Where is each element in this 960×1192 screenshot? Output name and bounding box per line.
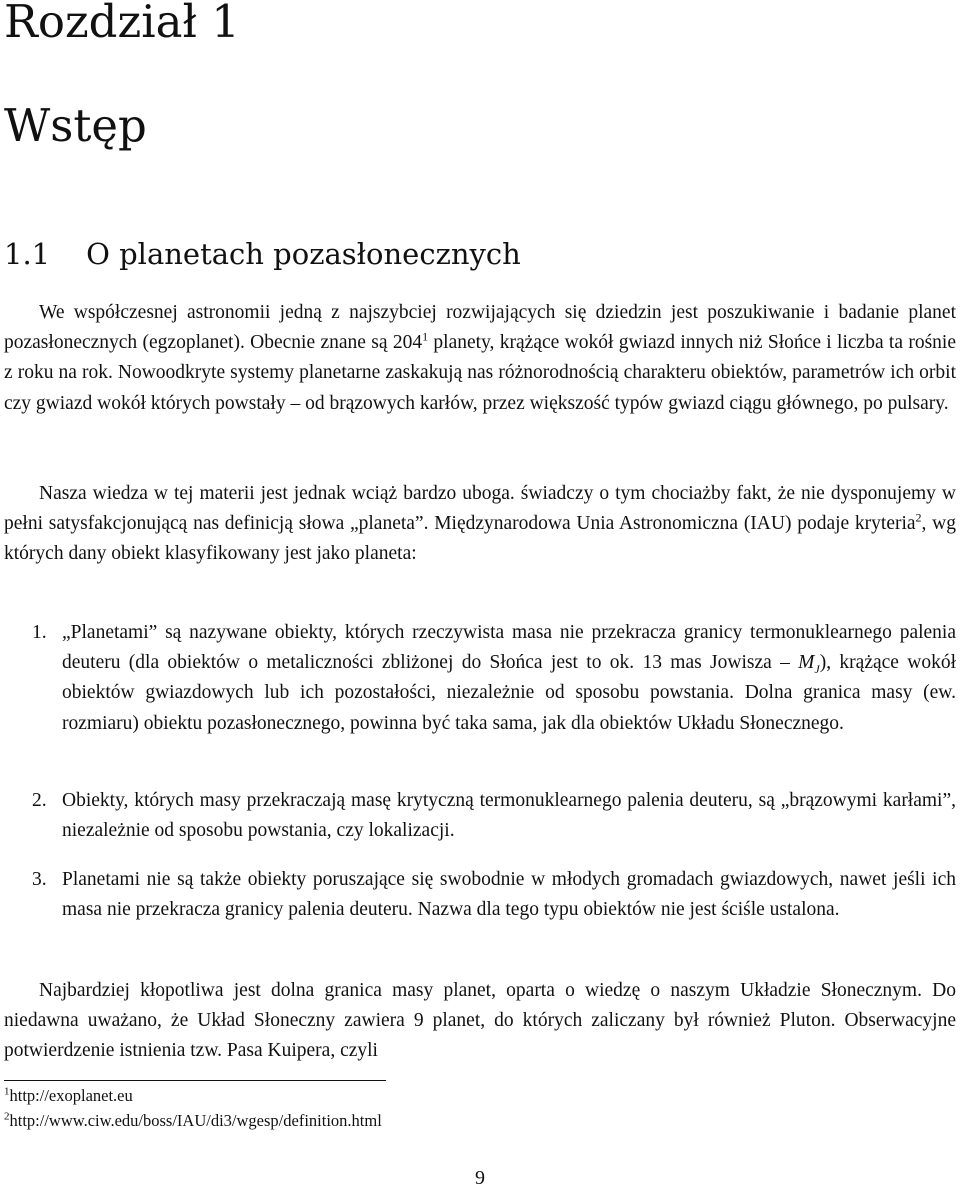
- footnote-ref-2[interactable]: 2: [915, 510, 922, 525]
- footnote-mark: 2: [4, 1110, 10, 1123]
- paragraph-knowledge: [4, 479, 956, 570]
- list-item-text-b: ), krążące wokół obiektów gwiazdowych lub ich pozostałości, niezależnie od sposobu powstania. Dolna granica masy (ew. rozmiaru) obiektu pozasłonecznego, powinna być taka sama, jak dla obiektów Układu Słonecznego.: [62, 652, 957, 734]
- paragraph-intro: [4, 298, 956, 419]
- section-heading: [4, 234, 521, 274]
- paragraph-knowledge-text-a: Nasza wiedza w tej materii jest jednak wciąż bardzo uboga. świadczy o tym chociażby fakt, że nie dysponujemy w pełni satysfakcjonującą nas definicją słowa „planeta”. Międzynarodowa Unia Astronomiczna (IAU) podaje kryteria: [4, 483, 956, 535]
- footnote-link[interactable]: http://exoplanet.eu: [9, 1086, 133, 1105]
- section-number: 1.1: [4, 237, 51, 271]
- list-item: [32, 618, 957, 739]
- footnote-mark: 1: [4, 1085, 10, 1098]
- list-item-text-a: „Planetami” są nazywane obiekty, których rzeczywista masa nie przekracza granicy termonuklearnego palenia deuteru (dla obiektów o metaliczności zbliżonej do Słońca jest to ok. 13 mas Jowisza –: [62, 622, 956, 674]
- list-item-text: Obiekty, których masy przekraczają masę krytyczną termonuklearnego palenia deuteru, są „brązowymi karłami”, niezależnie od sposobu powstania, czy lokalizacji.: [62, 790, 956, 842]
- footnote-1: [4, 1085, 133, 1107]
- list-item-number: 1.: [32, 622, 47, 643]
- section-title: O planetach pozasłonecznych: [86, 237, 521, 271]
- chapter-label: Rozdział 1: [4, 0, 240, 48]
- footnote-link[interactable]: http://www.ciw.edu/boss/IAU/di3/wgesp/definition.html: [9, 1111, 382, 1130]
- paragraph-intro-text-a: We współczesnej astronomii jedną z najszybciej rozwijających się dziedzin jest poszukiwanie i badanie planet pozasłonecznych (egzoplanet). Obecnie znane są 204: [4, 302, 956, 354]
- footnote-ref-1[interactable]: 1: [422, 329, 429, 344]
- footnote-2: [4, 1110, 382, 1132]
- list-item: [32, 865, 956, 925]
- footnote-rule: [4, 1080, 386, 1081]
- list-item-text: Planetami nie są także obiekty poruszające się swobodnie w młodych gromadach gwiazdowych, nawet jeśli ich masa nie przekracza granicy palenia deuteru. Nazwa dla tego typu obiektów nie jest ściśle ustalona.: [62, 869, 956, 921]
- chapter-title: Wstęp: [4, 99, 147, 152]
- list-item-number: 2.: [32, 790, 47, 811]
- list-item: [32, 786, 956, 846]
- list-item-number: 3.: [32, 869, 47, 890]
- paragraph-intro-text-b: planety, krążące wokół gwiazd innych niż Słońce i liczba ta rośnie z roku na rok. Nowoodkryte systemy planetarne zaskakują nas różnorodnością charakteru obiektów, parametrów ich orbit czy gwiazd wokół których powstały – od brązowych karłów, przez większość typów gwiazd ciągu głównego, po pulsary.: [4, 332, 956, 414]
- paragraph-knowledge-text-b: , wg których dany obiekt klasyfikowany jest jako planeta:: [4, 513, 956, 565]
- page-number: 9: [475, 1167, 485, 1189]
- paragraph-lower-mass: Najbardziej kłopotliwa jest dolna granica masy planet, oparta o wiedzę o naszym Układzie Słonecznym. Do niedawna uważano, że Układ Słoneczny zawiera 9 planet, do których zaliczany był również Pluton. Obserwacyjne potwierdzenie istnienia tzw. Pasa Kuipera, czyli: [4, 980, 956, 1062]
- jupiter-mass-symbol: $M_J$: [798, 652, 820, 677]
